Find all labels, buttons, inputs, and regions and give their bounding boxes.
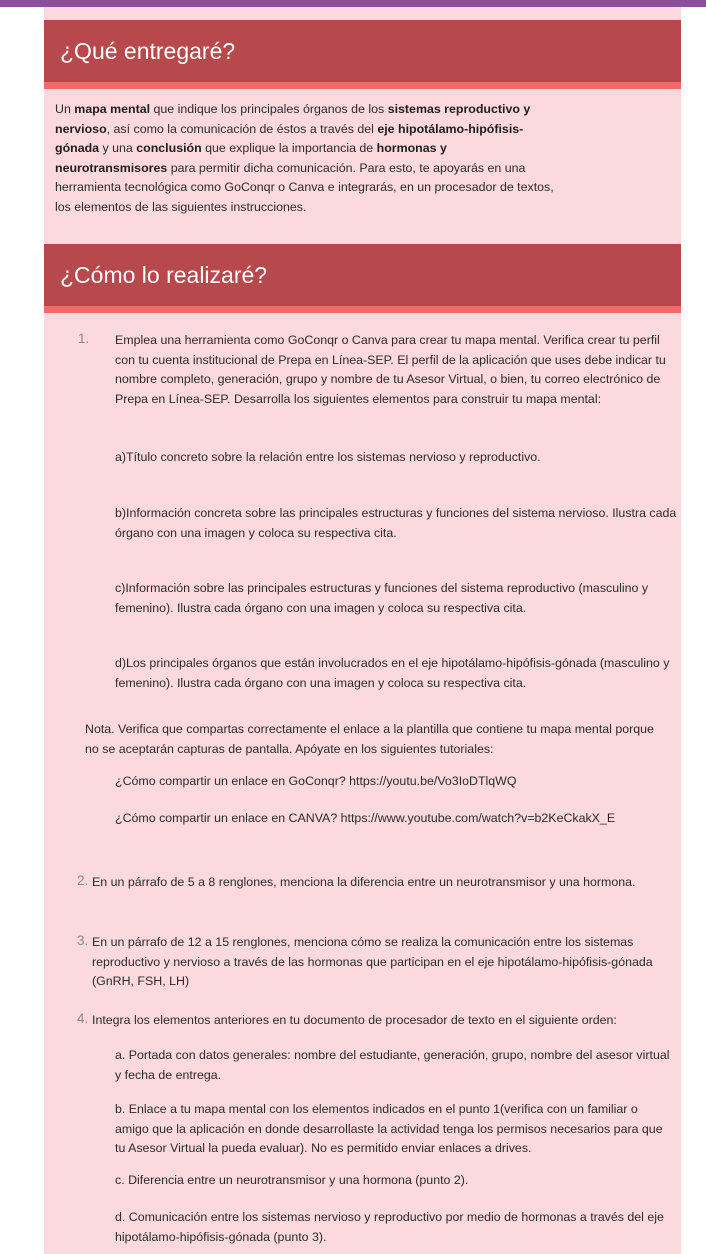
subitem-1b: b)Información concreta sobre las principales estructuras y funciones del sistema nervioso. Ilustra cada órgano con una imagen y coloca su respectiva cita. xyxy=(115,506,677,540)
subitem-4d: d. Comunicación entre los sistemas nervioso y reproductivo por medio de hormonas a través del eje hipotálamo-hipófisis-gónada (punto 3). xyxy=(115,1210,664,1244)
heading-underline xyxy=(44,306,681,313)
section-heading-como-lo-realizare: ¿Cómo lo realizaré? xyxy=(44,244,681,306)
list-number-1: 1. xyxy=(78,331,90,346)
instruction-2-text: En un párrafo de 5 a 8 renglones, menciona la diferencia entre un neurotransmisor y una hormona. xyxy=(92,875,636,889)
instruction-4-text: Integra los elementos anteriores en tu documento de procesador de texto en el siguiente orden: xyxy=(92,1013,617,1027)
list-number-2: 2. xyxy=(77,873,89,888)
subitem-4a: a. Portada con datos generales: nombre del estudiante, generación, grupo, nombre del asesor virtual y fecha de entrega. xyxy=(115,1048,670,1082)
nota-paragraph: Nota. Verifica que compartas correctamente el enlace a la plantilla que contiene tu mapa mental porque no se aceptarán capturas de pantalla. Apóyate en los siguientes tutoriales: xyxy=(85,722,654,756)
tutorial-canva-link[interactable]: ¿Cómo compartir un enlace en CANVA? https://www.youtube.com/watch?v=b2KeCkakX_E xyxy=(115,811,616,825)
instruction-3-text: En un párrafo de 12 a 15 renglones, menciona cómo se realiza la comunicación entre los sistemas reproductivo y nervioso a través de las hormonas que participan en el eje hipotálamo-hipófisis-gónada (GnRH, FSH, LH) xyxy=(92,935,653,989)
deliverable-paragraph: Un mapa mental que indique los principales órganos de los sistemas reproductivo y nervioso, así como la comunicación de éstos a través del eje hipotálamo-hipófisis-gónada y una conclusión que explique la importancia de hormonas y neurotransmisores para permitir dicha comunicación. Para esto, te apoyarás en una herramienta tecnológica como GoConqr o Canva e integrarás, en un procesador de textos, los elementos de las siguientes instrucciones. xyxy=(55,102,554,214)
tutorial-goconqr-link[interactable]: ¿Cómo compartir un enlace en GoConqr? https://youtu.be/Vo3IoDTlqWQ xyxy=(115,774,517,788)
subitem-1c: c)Información sobre las principales estructuras y funciones del sistema reproductivo (masculino y femenino). Ilustra cada órgano con una imagen y coloca su respectiva cita. xyxy=(115,581,649,615)
section-heading-que-entregare: ¿Qué entregaré? xyxy=(44,20,681,82)
list-number-4: 4. xyxy=(77,1011,89,1026)
instruction-1-text: Emplea una herramienta como GoConqr o Canva para crear tu mapa mental. Verifica crear tu perfil con tu cuenta institucional de Prepa en Línea-SEP. El perfil de la aplicación que uses debe indicar tu nombre completo, generación, grupo y nombre de tu Asesor Virtual, o bien, tu correo electrónico de Prepa en Línea-SEP. Desarrolla los siguientes elementos para construir tu mapa mental: xyxy=(115,333,666,406)
list-number-3: 3. xyxy=(77,933,89,948)
subitem-1a: a)Título concreto sobre la relación entre los sistemas nervioso y reproductivo. xyxy=(115,450,541,464)
subitem-1d: d)Los principales órganos que están involucrados en el eje hipotálamo-hipófisis-gónada (masculino y femenino). Ilustra cada órgano con una imagen y coloca su respectiva cita. xyxy=(115,656,670,690)
subitem-4b: b. Enlace a tu mapa mental con los elementos indicados en el punto 1(verifica con un familiar o amigo que la aplicación en donde desarrollaste la actividad tenga los permisos necesarios para que tu Asesor Virtual la pueda evaluar). No es permitido enviar enlaces a drives. xyxy=(115,1102,663,1156)
top-accent-bar xyxy=(0,0,706,7)
content-panel xyxy=(44,7,681,1254)
heading-underline xyxy=(44,82,681,89)
subitem-4c: c. Diferencia entre un neurotransmisor y una hormona (punto 2). xyxy=(115,1173,469,1187)
